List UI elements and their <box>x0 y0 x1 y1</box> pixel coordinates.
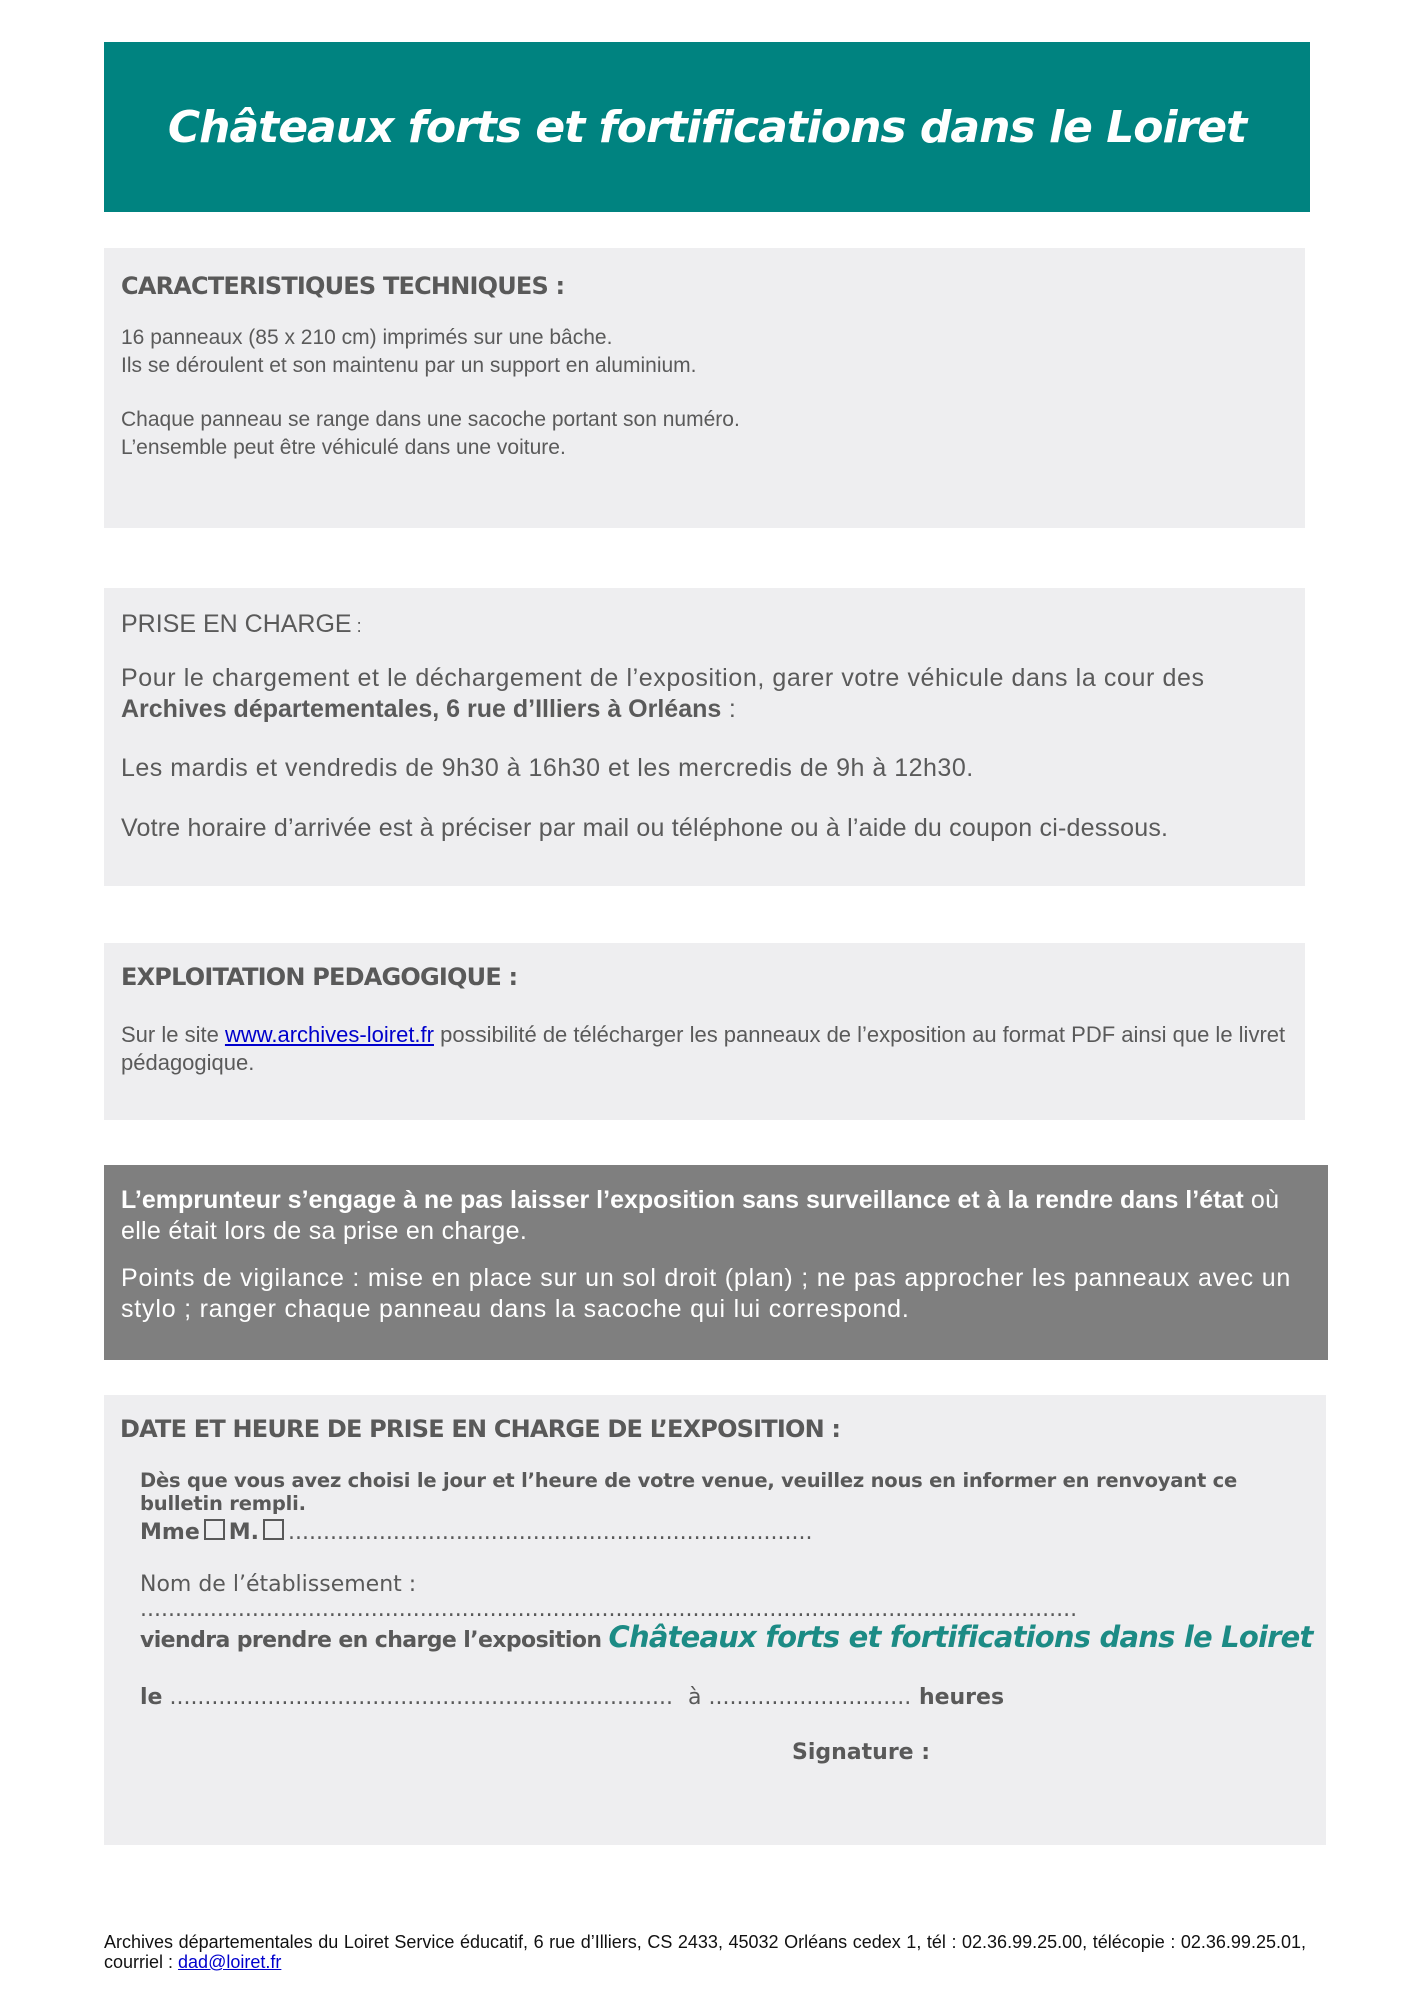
date-field[interactable]: ........................................................................ <box>162 1685 673 1710</box>
archives-website-link[interactable]: www.archives-loiret.fr <box>224 1022 434 1047</box>
footer-contact: Archives départementales du Loiret Service éducatif, 6 rue d’Illiers, CS 2433, 45032 Orléans cedex 1, tél : 02.36.99.25.00, télécopie : 02.36.99.25.01, courriel : dad@loiret.fr <box>104 1932 1306 1972</box>
borrower-warning <box>104 1165 1328 1360</box>
technical-section <box>104 248 1305 528</box>
time-field[interactable]: ............................. <box>708 1685 912 1710</box>
mme-checkbox[interactable] <box>204 1519 225 1540</box>
technical-line-1: 16 panneaux (85 x 210 cm) imprimés sur une bâche. <box>121 326 613 349</box>
technical-line-2: Ils se déroulent et son maintenu par un support en aluminium. <box>121 354 697 377</box>
warning-paragraph-1: L’emprunteur s’engage à ne pas laisser l’exposition sans surveillance et à la rendre dans l’état où elle était lors de sa prise en charge. <box>121 1186 1280 1245</box>
technical-heading: CARACTERISTIQUES TECHNIQUES : <box>121 272 565 300</box>
pickup-heading: PRISE EN CHARGE : <box>121 610 362 638</box>
page-title: Châteaux forts et fortifications dans le Loiret <box>167 101 1247 153</box>
name-field[interactable]: ........................................................................... <box>288 1520 813 1545</box>
signature-label: Signature : <box>792 1740 931 1765</box>
pickup-section <box>104 588 1305 886</box>
pedagogy-section <box>104 943 1305 1120</box>
form-intro: Dès que vous avez choisi le jour et l’heure de votre venue, veuillez nous en informer en renvoyant ce bulletin rempli. <box>140 1469 1238 1515</box>
pedagogy-heading: EXPLOITATION PEDAGOGIQUE : <box>121 963 518 991</box>
pedagogy-text: Sur le site www.archives-loiret.fr possibilité de télécharger les panneaux de l’exposition au format PDF ainsi que le livret pédagogique. <box>121 1022 1286 1075</box>
date-time-line: le ........................................................................ à ............................. heures <box>140 1685 1005 1710</box>
m-checkbox[interactable] <box>263 1519 284 1540</box>
warning-paragraph-2: Points de vigilance : mise en place sur un sol droit (plan) ; ne pas approcher les panneaux avec un stylo ; ranger chaque panneau dans la sacoche qui lui correspond. <box>121 1264 1292 1323</box>
form-exhibition-title: Châteaux forts et fortifications dans le Loiret <box>608 1620 1313 1654</box>
email-link[interactable]: dad@loiret.fr <box>178 1952 282 1972</box>
technical-line-4: L’ensemble peut être véhiculé dans une voiture. <box>121 436 566 459</box>
pickup-hours: Les mardis et vendredis de 9h30 à 16h30 et les mercredis de 9h à 12h30. <box>121 754 974 782</box>
pickup-paragraph-3: Votre horaire d’arrivée est à préciser par mail ou téléphone ou à l’aide du coupon ci-dessous. <box>121 814 1169 842</box>
establishment-field[interactable]: ...................................................................................................................................... <box>140 1597 1078 1622</box>
form-heading: DATE ET HEURE DE PRISE EN CHARGE DE L’EXPOSITION : <box>120 1415 841 1443</box>
technical-line-3: Chaque panneau se range dans une sacoche portant son numéro. <box>121 408 740 431</box>
pickup-paragraph-1: Pour le chargement et le déchargement de l’exposition, garer votre véhicule dans la cour des Archives départementales, 6 rue d’Illiers à Orléans : <box>121 664 1205 723</box>
civility-line: Mme M. ........................................................................... <box>140 1520 813 1545</box>
exhibition-line: viendra prendre en charge l’exposition Châteaux forts et fortifications dans le Loiret <box>140 1620 1313 1654</box>
title-banner <box>104 42 1310 212</box>
pickup-form <box>104 1395 1326 1845</box>
establishment-line: Nom de l’établissement : ...................................................................................................................................... <box>140 1572 1078 1622</box>
